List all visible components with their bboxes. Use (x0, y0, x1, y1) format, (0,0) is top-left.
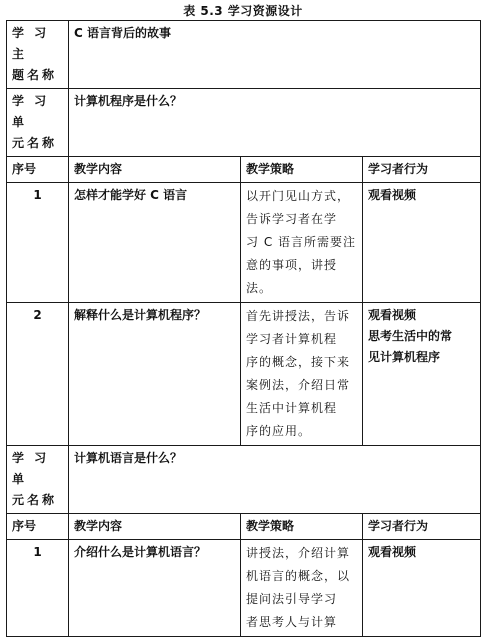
topic-row (7, 21, 481, 89)
row-strategy: 首先讲授法，告诉 学习者计算机程 序的概念，接下来 案例法，介绍日常 生活中计算机程 序的应用。 (241, 303, 363, 446)
row-strategy: 以开门见山方式， 告诉学习者在学 习 C 语言所需要注 意的事项，讲授 法。 (241, 183, 363, 303)
topic-label: 学 习 主 题名称 (7, 21, 69, 89)
row-behavior: 观看视频 (363, 183, 481, 303)
table-row (7, 303, 481, 446)
unit-value: 计算机语言是什么？ (69, 446, 481, 514)
row-strategy: 讲授法，介绍计算 机语言的概念，以 提问法引导学习 者思考人与计算 (241, 540, 363, 637)
header-index: 序号 (7, 514, 69, 540)
row-behavior: 观看视频 (363, 540, 481, 637)
header-row (7, 514, 481, 540)
header-content: 教学内容 (69, 514, 241, 540)
learning-resource-table (6, 20, 481, 637)
header-row (7, 157, 481, 183)
unit-name-row (7, 446, 481, 514)
row-index: 2 (7, 303, 69, 446)
row-content: 解释什么是计算机程序？ (69, 303, 241, 446)
table-row (7, 183, 481, 303)
unit-name-row (7, 89, 481, 157)
row-content: 怎样才能学好 C 语言 (69, 183, 241, 303)
topic-value: C 语言背后的故事 (69, 21, 481, 89)
header-strategy: 教学策略 (241, 157, 363, 183)
row-index: 1 (7, 540, 69, 637)
header-behavior: 学习者行为 (363, 514, 481, 540)
unit-label: 学 习 单 元名称 (7, 89, 69, 157)
table-row (7, 540, 481, 637)
table-caption: 表 5.3 学习资源设计 (183, 4, 303, 18)
header-index: 序号 (7, 157, 69, 183)
row-content: 介绍什么是计算机语言？ (69, 540, 241, 637)
row-behavior: 观看视频 思考生活中的常 见计算机程序 (363, 303, 481, 446)
row-index: 1 (7, 183, 69, 303)
header-behavior: 学习者行为 (363, 157, 481, 183)
unit-value: 计算机程序是什么？ (69, 89, 481, 157)
header-strategy: 教学策略 (241, 514, 363, 540)
unit-label: 学 习 单 元名称 (7, 446, 69, 514)
header-content: 教学内容 (69, 157, 241, 183)
